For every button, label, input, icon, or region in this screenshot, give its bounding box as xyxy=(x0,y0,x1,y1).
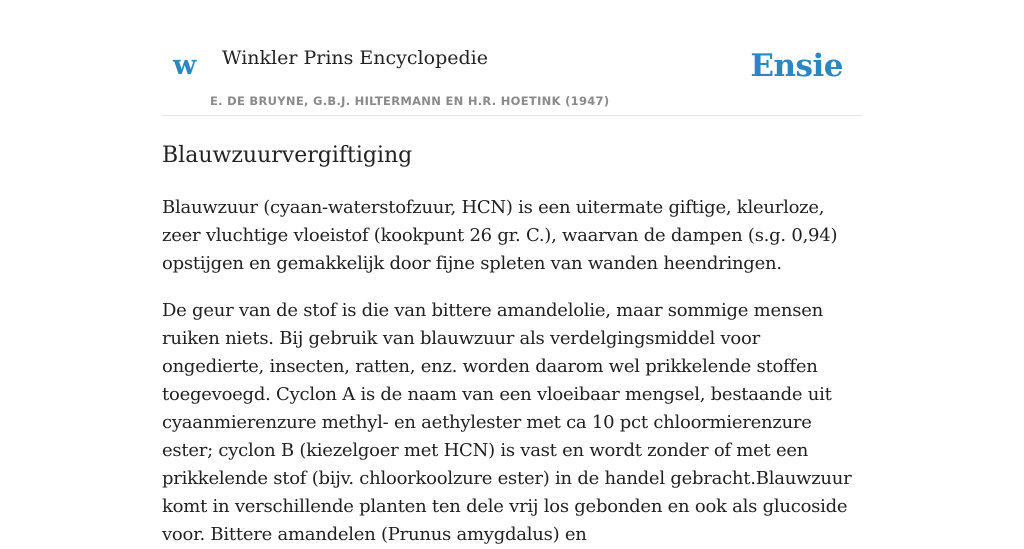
header xyxy=(162,0,862,116)
article-title: Blauwzuurvergiftiging xyxy=(162,143,413,168)
ensie-logo-link[interactable]: Ensie xyxy=(750,48,843,84)
article-paragraph-1: Blauwzuur (cyaan-waterstofzuur, HCN) is een uitermate giftige, kleurloze, zeer vluchtige vloeistof (kookpunt 26 gr. C.), waarvan de dampen (s.g. 0,94) opstijgen en gemakkelijk door fijne spleten van wanden heendringen. xyxy=(162,197,838,274)
article-paragraph-2: De geur van de stof is die van bittere amandelolie, maar sommige mensen ruiken niets. Bij gebruik van blauwzuur als verdelgingsmiddel voor ongedierte, insecten, ratten, enz. worden daarom wel prikkelende stoffen toegevoegd. Cyclon A is de naam van een vloeibaar mengsel, bestaande uit cyaanmierenzure methyl- en aethylester met ca 10 pct chloormierenzure ester; cyclon B (kiezelgoer met HCN) is vast en wordt zonder of met een prikkelende stof (bijv. chloorkoolzure ester) in de handel gebracht.Blauwzuur komt in verschillende planten ten dele vrij los gebonden en ook als glucoside voor. Bittere amandelen (Prunus amygdalus) en xyxy=(162,300,852,545)
book-title-link[interactable]: Winkler Prins Encyclopedie xyxy=(222,47,488,69)
winkler-prins-logo-icon[interactable]: w xyxy=(173,50,197,81)
page xyxy=(162,0,862,545)
authors-line: E. DE BRUYNE, G.B.J. HILTERMANN EN H.R. HOETINK (1947) xyxy=(210,94,610,108)
